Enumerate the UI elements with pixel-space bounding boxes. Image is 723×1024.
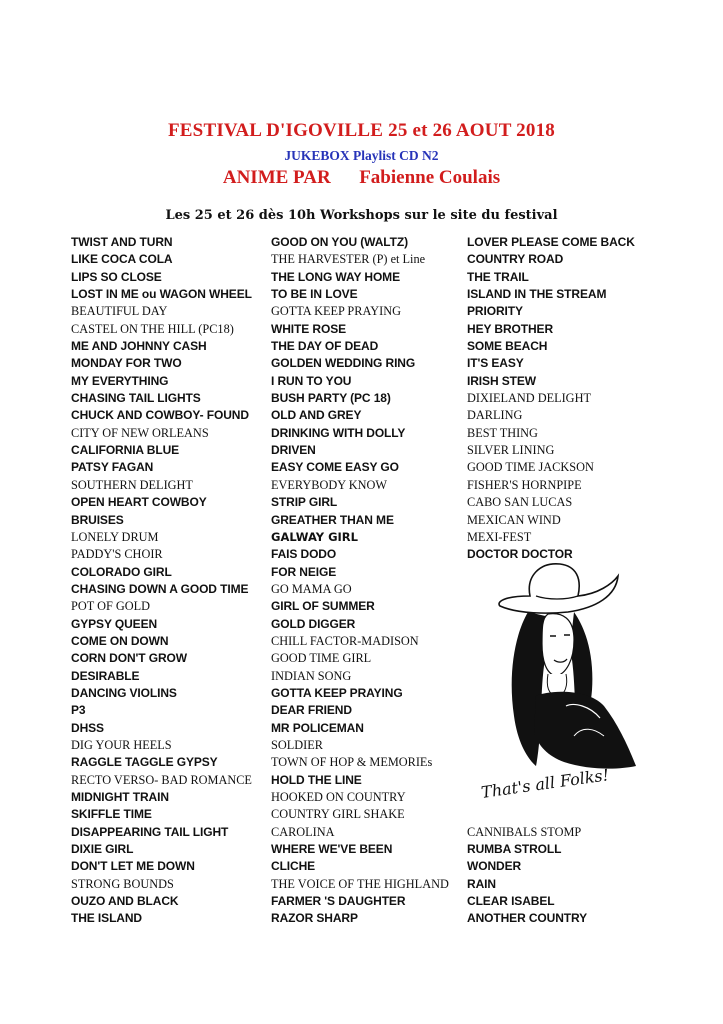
song-item: SOLDIER	[271, 737, 323, 752]
song-item: THE TRAIL	[467, 269, 529, 284]
song-item: SKIFFLE TIME	[71, 807, 152, 822]
song-item: CITY OF NEW ORLEANS	[71, 425, 209, 440]
song-item: CHUCK AND COWBOY- FOUND	[71, 408, 249, 423]
song-item: GOLD DIGGER	[271, 616, 356, 631]
song-item: CALIFORNIA BLUE	[71, 443, 180, 458]
song-item: DRINKING WITH DOLLY	[271, 425, 406, 440]
song-item: GOOD ON YOU (WALTZ)	[271, 235, 408, 249]
song-item: GOOD TIME GIRL	[271, 651, 372, 666]
song-item: PATSY FAGAN	[71, 460, 154, 475]
song-item: TWIST AND TURN	[71, 235, 173, 249]
song-item: RAGGLE TAGGLE GYPSY	[71, 755, 218, 770]
song-item: GOTTA KEEP PRAYING	[271, 685, 403, 700]
song-item: LIPS SO CLOSE	[71, 269, 162, 284]
song-item: MY EVERYTHING	[71, 373, 169, 388]
song-item: HOOKED ON COUNTRY	[271, 790, 406, 804]
song-item: STRIP GIRL	[271, 495, 338, 510]
song-item: RAZOR SHARP	[271, 911, 358, 926]
song-item: BEAUTIFUL DAY	[71, 304, 168, 319]
song-item: INDIAN SONG	[271, 668, 352, 683]
song-item: P3	[71, 703, 86, 718]
song-item: CHILL FACTOR-MADISON	[271, 633, 419, 648]
song-item: CORN DON'T GROW	[71, 651, 188, 666]
song-item: PRIORITY	[467, 304, 523, 319]
song-item: THE LONG WAY HOME	[271, 269, 400, 284]
song-item: DARLING	[467, 408, 523, 423]
cowgirl-photo	[478, 556, 648, 806]
song-item: WHITE ROSE	[271, 321, 347, 336]
song-item: HOLD THE LINE	[271, 772, 362, 787]
song-item: ANOTHER COUNTRY	[467, 911, 588, 926]
song-item: LONELY DRUM	[71, 529, 159, 544]
song-item: COUNTRY ROAD	[467, 252, 564, 267]
song-item: GOTTA KEEP PRAYING	[271, 304, 401, 319]
song-item: FOR NEIGE	[271, 564, 337, 579]
song-item: OPEN HEART COWBOY	[71, 495, 207, 510]
song-item: IT'S EASY	[467, 356, 524, 371]
song-item: MR POLICEMAN	[271, 720, 364, 735]
song-item: EVERYBODY KNOW	[271, 477, 388, 492]
song-item: MEXI-FEST	[467, 529, 532, 544]
song-item: DRIVEN	[271, 443, 316, 458]
song-item: CHASING TAIL LIGHTS	[71, 391, 201, 406]
song-item: LOVER PLEASE COME BACK	[467, 235, 635, 249]
song-item: EASY COME EASY GO	[271, 460, 399, 475]
song-item: CLEAR ISABEL	[467, 894, 555, 909]
song-item: GIRL OF SUMMER	[271, 599, 375, 614]
cowboy-hat	[499, 564, 618, 613]
song-item: ISLAND IN THE STREAM	[467, 287, 607, 302]
song-item: HEY BROTHER	[467, 321, 554, 336]
song-item: DHSS	[71, 720, 104, 735]
song-item: RECTO VERSO- BAD ROMANCE	[71, 772, 252, 787]
song-item: DIXIE GIRL	[71, 842, 134, 857]
song-item: THE HARVESTER (P) et Line	[271, 252, 426, 267]
song-item: MIDNIGHT TRAIN	[71, 790, 169, 804]
song-item: WHERE WE'VE BEEN	[271, 842, 393, 857]
song-item: DON'T LET ME DOWN	[71, 859, 195, 874]
song-item: FARMER 'S DAUGHTER	[271, 894, 406, 909]
song-item: BEST THING	[467, 425, 538, 440]
song-item: DIG YOUR HEELS	[71, 737, 172, 752]
song-item: OLD AND GREY	[271, 408, 362, 423]
photo-spacer	[467, 806, 667, 823]
song-item: CANNIBALS STOMP	[467, 824, 582, 839]
song-item: GALWAY GIRL	[271, 529, 358, 544]
song-item: DANCING VIOLINS	[71, 685, 177, 700]
song-item: GOLDEN WEDDING RING	[271, 356, 416, 371]
song-item: COUNTRY GIRL SHAKE	[271, 807, 405, 822]
song-item: CLICHE	[271, 859, 316, 874]
song-item: FAIS DODO	[271, 547, 337, 562]
song-item: WONDER	[467, 859, 522, 874]
song-item: THE ISLAND	[71, 911, 143, 926]
song-item: SILVER LINING	[467, 443, 555, 458]
song-item: DIXIELAND DELIGHT	[467, 391, 591, 406]
song-item: BUSH PARTY (PC 18)	[271, 391, 391, 406]
host-line: ANIME PAR Fabienne Coulais	[222, 167, 501, 188]
song-item: IRISH STEW	[467, 373, 537, 388]
playlist-subtitle: JUKEBOX Playlist CD N2	[284, 148, 439, 163]
song-column-1	[71, 234, 271, 928]
song-item: THE VOICE OF THE HIGHLAND	[271, 876, 449, 891]
song-item: DISAPPEARING TAIL LIGHT	[71, 824, 229, 839]
song-item: TO BE IN LOVE	[271, 287, 358, 302]
song-item: DOCTOR DOCTOR	[467, 547, 573, 562]
song-item: CHASING DOWN A GOOD TIME	[71, 581, 249, 596]
song-item: GREATHER THAN ME	[271, 512, 394, 527]
photo-caption: That's all Folks!	[479, 765, 611, 802]
song-item: THE DAY OF DEAD	[271, 339, 379, 354]
song-item: DESIRABLE	[71, 668, 140, 683]
song-item: SOME BEACH	[467, 339, 548, 354]
song-item: STRONG BOUNDS	[71, 876, 174, 891]
song-item: DEAR FRIEND	[271, 703, 352, 718]
song-item: COME ON DOWN	[71, 633, 169, 648]
song-item: TOWN OF HOP & MEMORIEs	[271, 755, 433, 770]
song-item: GO MAMA GO	[271, 581, 352, 596]
song-item: MONDAY FOR TWO	[71, 356, 182, 371]
song-item: RUMBA STROLL	[467, 842, 562, 857]
dress	[534, 692, 636, 769]
song-item: COLORADO GIRL	[71, 564, 172, 579]
song-item: GOOD TIME JACKSON	[467, 460, 594, 475]
song-item: OUZO AND BLACK	[71, 894, 179, 909]
song-item: CABO SAN LUCAS	[467, 495, 573, 510]
song-item: GYPSY QUEEN	[71, 616, 158, 631]
workshops-line: Les 25 et 26 dès 10h Workshops sur le site du festival	[165, 208, 558, 223]
song-item: POT OF GOLD	[71, 599, 151, 614]
song-item: CAROLINA	[271, 824, 335, 839]
song-item: LOST IN ME ou WAGON WHEEL	[71, 287, 252, 302]
song-item: LIKE COCA COLA	[71, 252, 173, 267]
song-item: FISHER'S HORNPIPE	[467, 477, 582, 492]
song-item: BRUISES	[71, 512, 124, 527]
song-item: ME AND JOHNNY CASH	[71, 339, 207, 354]
festival-title: FESTIVAL D'IGOVILLE 25 et 26 AOUT 2018	[168, 120, 555, 141]
face	[542, 614, 574, 676]
song-item: I RUN TO YOU	[271, 373, 352, 388]
song-item: CASTEL ON THE HILL (PC18)	[71, 321, 234, 336]
song-item: RAIN	[467, 876, 496, 891]
song-column-2	[271, 234, 469, 928]
song-item: PADDY'S CHOIR	[71, 547, 163, 562]
song-item: MEXICAN WIND	[467, 512, 561, 527]
song-item: SOUTHERN DELIGHT	[71, 477, 193, 492]
